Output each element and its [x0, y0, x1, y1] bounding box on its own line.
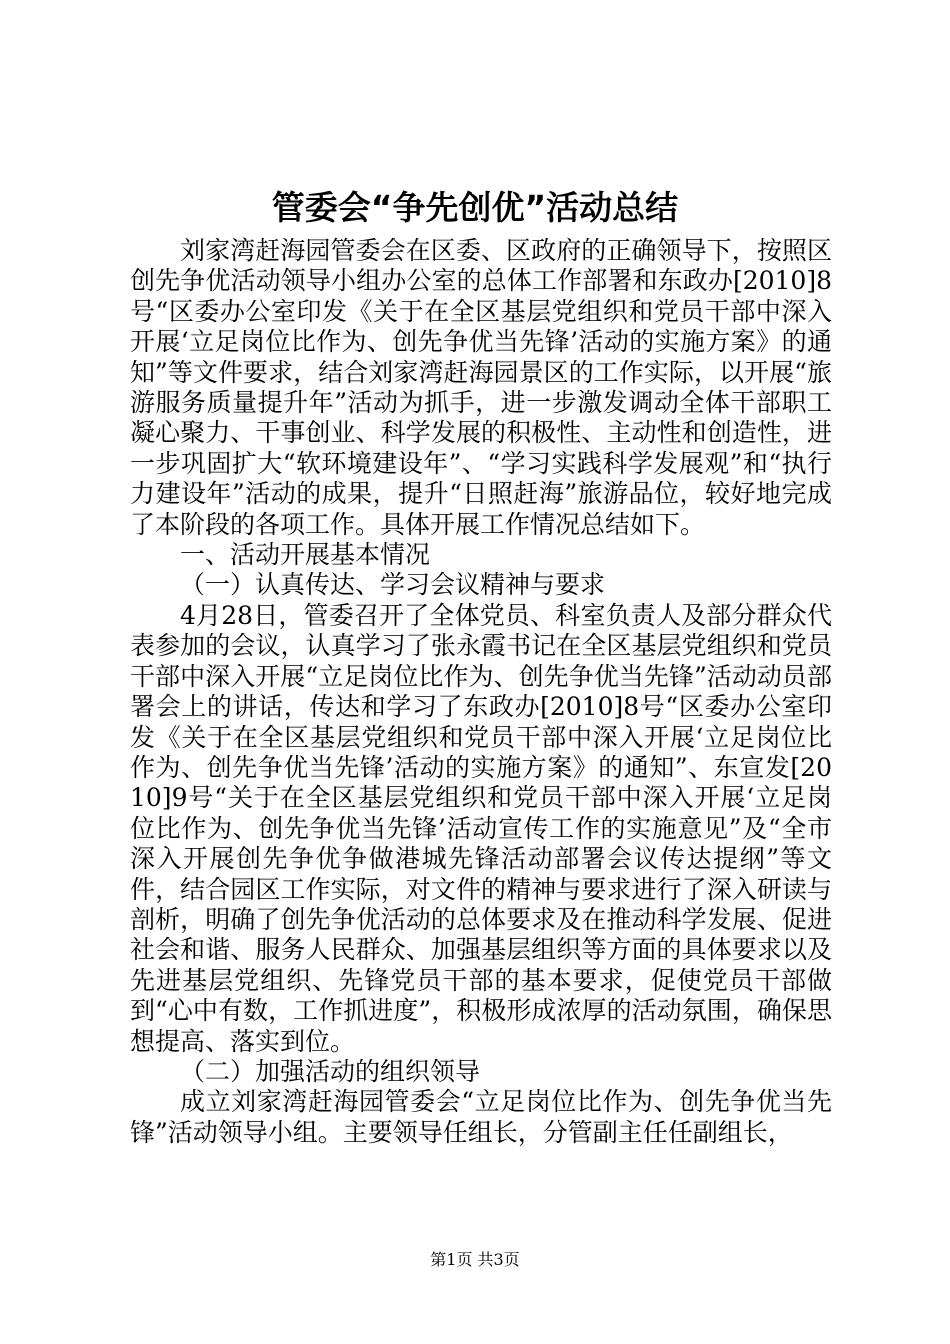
section-1-heading: 一、活动开展基本情况 — [180, 540, 431, 570]
document-body — [130, 236, 832, 1148]
subsection-2-paragraph: 成立刘家湾赶海园管委会“立足岗位比作为、创先争优当先锋”活动领导小组。主要领导任组长，分管副主任任副组长， — [130, 1087, 832, 1147]
subsection-2-heading: （二）加强活动的组织领导 — [180, 1056, 481, 1086]
subsection-1-heading: （一）认真传达、学习会议精神与要求 — [180, 570, 606, 600]
intro-paragraph: 刘家湾赶海园管委会在区委、区政府的正确领导下，按照区创先争优活动领导小组办公室的总体工作部署和东政办[2010]8号“区委办公室印发《关于在全区基层党组织和党员干部中深入开展‘立足岗位比作为、创先争优当先锋’活动的实施方案》的通知”等文件要求，结合刘家湾赶海园景区的工作实际，以开展“旅游服务质量提升年”活动为抓手，进一步激发调动全体干部职工凝心聚力、干事创业、科学发展的积极性、主动性和创造性，进一步巩固扩大“软环境建设年”、“学习实践科学发展观”和“执行力建设年”活动的成果，提升“日照赶海”旅游品位，较好地完成了本阶段的各项工作。具体开展工作情况总结如下。 — [130, 236, 832, 539]
page-number-footer: 第1页 共3页 — [430, 1250, 520, 1269]
document-title: 管委会“争先创优”活动总结 — [271, 188, 679, 227]
subsection-1-paragraph: 4月28日，管委召开了全体党员、科室负责人及部分群众代表参加的会议，认真学习了张永霞书记在全区基层党组织和党员干部中深入开展“立足岗位比作为、创先争优当先锋”活动动员部署会上的讲话，传达和学习了东政办[2010]8号“区委办公室印发《关于在全区基层党组织和党员干部中深入开展‘立足岗位比作为、创先争优当先锋’活动的实施方案》的通知”、东宣发[2010]9号“关于在全区基层党组织和党员干部中深入开展‘立足岗位比作为、创先争优当先锋’活动宣传工作的实施意见”及“全市深入开展创先争优争做港城先锋活动部署会议传达提纲”等文件，结合园区工作实际，对文件的精神与要求进行了深入研读与剖析，明确了创先争优活动的总体要求及在推动科学发展、促进社会和谐、服务人民群众、加强基层组织等方面的具体要求以及先进基层党组织、先锋党员干部的基本要求，促使党员干部做到“心中有数，工作抓进度”，积极形成浓厚的活动氛围，确保思想提高、落实到位。 — [130, 600, 832, 1056]
